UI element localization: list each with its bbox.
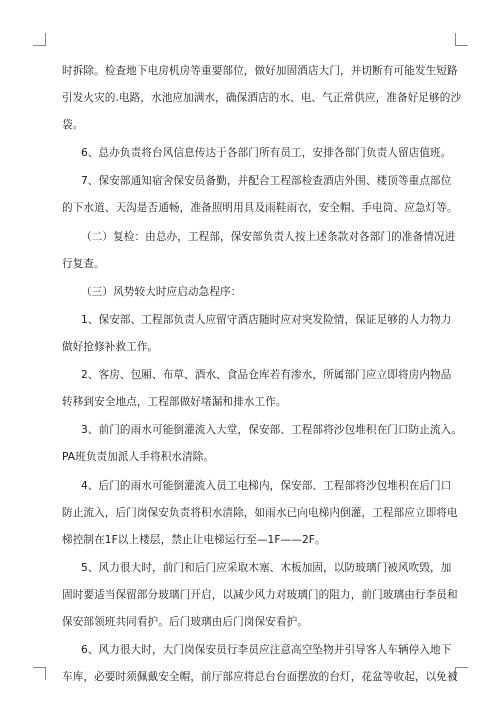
text-line: 梯控制在1F以上楼层，禁止让电梯运行至—1F——2F。 — [62, 533, 326, 546]
text-line: 3、前门的雨水可能倒灌流入大堂，保安部、工程部将沙包堆积在门口防止流入。 — [81, 424, 463, 437]
text-line: 的下水道、天沟是否通畅，准备照明用具及雨鞋雨衣，安全帽、手电筒、应急灯等。 — [62, 202, 458, 215]
text-line: 5、风力很大时，前门和后门应采取木塞、木板加固，以防玻璃门被风吹毁，加 — [81, 561, 452, 574]
text-line: 6、风力很大时，大门岗保安员行李员应注意高空坠物并引导客人车辆停入地下 — [81, 643, 452, 656]
paragraph — [62, 64, 462, 133]
text-line: 做好抢修补救工作。 — [62, 340, 159, 353]
paragraph — [62, 643, 458, 685]
text-line: 2、客房、包厢、布草、酒水、食品仓库若有渗水，所属部门应立即将房内物品 — [81, 369, 452, 382]
text-line: 7、保安部通知宿舍保安员备勤，并配合工程部检查酒店外围、楼顶等重点部位 — [81, 175, 452, 188]
crop-mark-top-left — [33, 33, 46, 46]
paragraph — [62, 285, 442, 300]
text-line: （三）风势较大时应启动急程序： — [81, 285, 242, 298]
paragraph — [62, 146, 452, 161]
text-line: 行复查。 — [62, 257, 105, 270]
text-line: 袋。 — [62, 119, 84, 131]
text-line: 时拆除。检查地下电房机房等重要部位，做好加固酒店大门，并切断有可能发生短路 — [62, 65, 458, 77]
paragraph — [62, 423, 463, 465]
crop-mark-top-right — [455, 33, 468, 46]
text-line: PA班负责加派人手将积水清除。 — [62, 451, 215, 464]
crop-mark-bottom-left — [33, 667, 46, 680]
text-line: 车库，必要时须佩戴安全帽，前厅部应将总台台面摆放的台灯，花盆等收起，以免被 — [62, 670, 458, 683]
text-line: 1、保安部、工程部负责人应留守酒店随时应对突发险情，保证足够的人力物力 — [81, 313, 452, 326]
text-line: （二）复检：由总办，工程部，保安部负责人按上述条款对各部门的准备情况进 — [81, 230, 456, 243]
paragraph — [62, 368, 452, 410]
document-page — [62, 64, 463, 685]
paragraph — [62, 174, 458, 216]
text-line: 6、总办负责将台风信息传达于各部门所有员工，安排各部门负责人留店值班。 — [81, 147, 452, 160]
paragraph — [62, 230, 456, 272]
paragraph — [62, 479, 458, 548]
text-line: 转移到安全地点，工程部做好堵漏和排水工作。 — [62, 396, 287, 409]
text-line: 防止流入，后门岗保安负责将积水清除，如雨水已向电梯内倒灌，工程部应立即将电 — [62, 506, 458, 519]
text-line: 保安部领班共同看护。后门玻璃由后门岗保安看护。 — [62, 615, 308, 628]
text-line: 固时要适当保留部分玻璃门开启，以减少风力对玻璃门的阻力，前门玻璃由行李员和 — [62, 588, 458, 601]
paragraph — [62, 561, 458, 630]
text-line: 4、后门的雨水可能倒灌流入员工电梯内，保安部、工程部将沙包堆积在后门口 — [81, 479, 452, 492]
paragraph — [62, 313, 452, 355]
text-line: 引发火灾的.电路，水池应加满水，确保酒店的水、电、气正常供应，准备好足够的沙 — [62, 92, 462, 104]
